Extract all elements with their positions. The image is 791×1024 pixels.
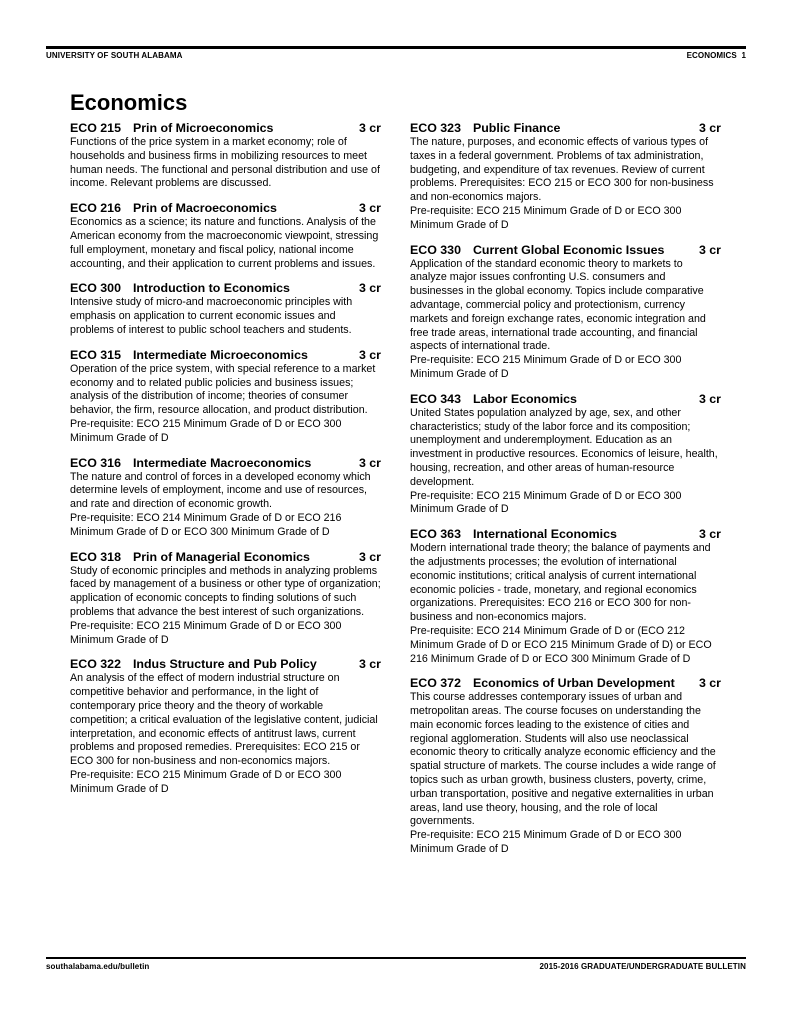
university-name: UNIVERSITY OF SOUTH ALABAMA <box>46 51 183 60</box>
course-credits: 3 cr <box>358 657 381 672</box>
right-column <box>410 121 721 867</box>
course-name: Prin of Macroeconomics <box>132 201 277 216</box>
header-rule <box>46 46 746 49</box>
course-description: Operation of the price system, with special reference to a market economy and to related public policies and business issues; analysis of the distribution of income; theories of consumer behavior, the firm, resource allocation, and product distribution. <box>70 362 376 417</box>
course-name: Public Finance <box>472 121 561 135</box>
course-prerequisite: Pre-requisite: ECO 215 Minimum Grade of D or ECO 300 Minimum Grade of D <box>410 829 682 856</box>
course-prerequisite: Pre-requisite: ECO 215 Minimum Grade of D or ECO 300 Minimum Grade of D <box>70 619 342 646</box>
course-title <box>410 676 675 690</box>
course-heading <box>70 281 381 295</box>
course-title <box>70 456 311 470</box>
course-code: ECO 216 <box>70 201 121 216</box>
left-column <box>70 121 381 806</box>
course-body <box>70 565 381 648</box>
footer-url: southalabama.edu/bulletin <box>46 962 150 971</box>
course-heading <box>410 392 721 406</box>
course-body <box>70 363 381 446</box>
course-entry <box>410 121 721 233</box>
course-body <box>410 542 721 666</box>
course-entry <box>410 676 721 857</box>
page-title: Economics <box>70 90 188 115</box>
course-heading <box>410 527 721 541</box>
course-name: Indus Structure and Pub Policy <box>132 657 317 672</box>
course-heading <box>70 121 381 135</box>
course-description: Study of economic principles and methods in analyzing problems faced by management of a business or other type of organization; application of economic concepts to finding solutions of such problems that advance the best interest of such organizations. <box>70 564 381 618</box>
course-code: ECO 363 <box>410 527 461 542</box>
course-body <box>70 216 381 271</box>
course-heading <box>410 676 721 690</box>
course-entry <box>410 392 721 517</box>
course-body <box>410 136 721 233</box>
course-prerequisite: Pre-requisite: ECO 215 Minimum Grade of D or ECO 300 Minimum Grade of D <box>70 417 342 444</box>
course-credits: 3 cr <box>358 549 381 564</box>
course-entry <box>70 456 381 540</box>
course-credits: 3 cr <box>698 391 721 406</box>
course-code: ECO 372 <box>410 676 461 691</box>
course-name: Current Global Economic Issues <box>472 242 665 257</box>
course-description: United States population analyzed by age, sex, and other characteristics; study of the labor force and its composition; unemployment and underemployment. Education as an investment in productive resources. Economics of leisure, health, housing, recreation, and other areas of human-resource development. <box>410 406 718 488</box>
course-prerequisite: Pre-requisite: ECO 215 Minimum Grade of D or ECO 300 Minimum Grade of D <box>410 489 682 516</box>
course-prerequisite: Pre-requisite: ECO 215 Minimum Grade of D or ECO 300 Minimum Grade of D <box>70 768 342 795</box>
course-description: Intensive study of micro-and macroeconomic principles with emphasis on application to current economic issues and problems of interest to public school teachers and students. <box>70 296 353 336</box>
page-footer <box>46 962 746 971</box>
course-heading <box>70 657 381 671</box>
course-title <box>70 201 277 215</box>
course-title <box>70 348 308 362</box>
course-entry <box>70 657 381 796</box>
course-description: Functions of the price system in a market economy; role of households and business firms in mobilizing resources to meet human needs. The functional and personal distribution and use of income. Relevant problems are discussed. <box>70 136 380 190</box>
course-credits: 3 cr <box>358 201 381 216</box>
course-name: International Economics <box>472 527 617 542</box>
course-prerequisite: Pre-requisite: ECO 214 Minimum Grade of D or ECO 216 Minimum Grade of D or ECO 300 Minimum Grade of D <box>70 511 342 538</box>
footer-rule <box>46 957 746 959</box>
course-credits: 3 cr <box>698 121 721 135</box>
course-heading <box>70 348 381 362</box>
course-entry <box>70 201 381 271</box>
course-name: Economics of Urban Development <box>472 676 675 691</box>
course-title <box>410 527 617 541</box>
course-name: Intermediate Macroeconomics <box>132 455 312 470</box>
footer-bulletin: 2015-2016 GRADUATE/UNDERGRADUATE BULLETIN <box>539 962 746 971</box>
course-entry <box>410 527 721 666</box>
course-body <box>70 672 381 796</box>
course-code: ECO 323 <box>410 121 461 135</box>
course-body <box>410 407 721 517</box>
course-entry <box>410 243 721 382</box>
course-body <box>410 258 721 382</box>
course-entry <box>70 550 381 648</box>
course-code: ECO 316 <box>70 455 121 470</box>
course-prerequisite: Pre-requisite: ECO 215 Minimum Grade of D or ECO 300 Minimum Grade of D <box>410 354 682 380</box>
course-heading <box>70 550 381 564</box>
page-label: ECONOMICS 1 <box>686 51 746 60</box>
course-title <box>70 657 317 671</box>
course-credits: 3 cr <box>698 527 721 542</box>
course-title <box>410 392 577 406</box>
course-credits: 3 cr <box>358 347 381 362</box>
course-name: Introduction to Economics <box>132 281 290 296</box>
course-credits: 3 cr <box>358 121 381 135</box>
course-title <box>70 121 273 135</box>
course-credits: 3 cr <box>698 676 721 691</box>
course-description: The nature, purposes, and economic effects of various types of taxes in a federal government. Problems of tax administration, budgeting, and expenditure of tax revenues. Review of current problems. Prerequisites: ECO 215 or ECO 300 for non-business and non-economics majors. <box>410 136 714 204</box>
course-body <box>70 296 381 337</box>
course-body <box>410 691 721 857</box>
course-name: Intermediate Microeconomics <box>132 347 308 362</box>
course-heading <box>410 121 721 135</box>
page-header <box>46 51 746 60</box>
course-credits: 3 cr <box>698 242 721 257</box>
course-heading <box>410 243 721 257</box>
course-entry <box>70 348 381 446</box>
course-description: Application of the standard economic theory to markets to analyze major issues confronting U.S. consumers and businesses in the global economy. Topics include comparative advantage, commercial policy and protectionism, currency markets and foreign exchange rates, economic integration and free trade areas, international trade accounting, and financial aspects of international trade. <box>410 257 706 353</box>
course-description: This course addresses contemporary issues of urban and metropolitan areas. The course focuses on understanding the main economic forces leading to the existence of cities and regional agglomeration. Students will also use neoclassical economic theory to critically analyze economic efficiency and the spatial structure of markets. The course includes a wide range of topics such as urban growth, business clusters, poverty, crime, urban transportation, positive and negative externalities in urban areas, land use theory, housing, and the role of local governments. <box>410 691 716 828</box>
course-credits: 3 cr <box>358 281 381 296</box>
course-entry <box>70 121 381 191</box>
course-prerequisite: Pre-requisite: ECO 215 Minimum Grade of D or ECO 300 Minimum Grade of D <box>410 204 682 231</box>
course-description: An analysis of the effect of modern industrial structure on competitive behavior and performance, in the light of contemporary price theory and the theory of workable competition; a critical evaluation of the legislative content, judicial interpretation, and economic effects of antitrust laws, current problems and proposed remedies. Prerequisites: ECO 215 or ECO 300 for non-business and non-economics majors. <box>70 672 378 768</box>
course-code: ECO 322 <box>70 657 121 672</box>
course-body <box>70 136 381 191</box>
course-credits: 3 cr <box>358 455 381 470</box>
course-title <box>70 281 290 295</box>
course-code: ECO 318 <box>70 549 121 564</box>
course-name: Labor Economics <box>472 391 577 406</box>
course-body <box>70 471 381 540</box>
course-title <box>410 121 560 135</box>
course-heading <box>70 201 381 215</box>
course-name: Prin of Managerial Economics <box>132 549 310 564</box>
course-prerequisite: Pre-requisite: ECO 214 Minimum Grade of D or (ECO 212 Minimum Grade of D or ECO 215 Minimum Grade of D) or ECO 216 Minimum Grade of D or ECO 300 Minimum Grade of D <box>410 624 712 665</box>
course-description: Economics as a science; its nature and functions. Analysis of the American economy from the macroeconomic viewpoint, stressing full employment, monetary and fiscal policy, national income accounting, and their application to current problems and issues. <box>70 216 379 270</box>
course-description: Modern international trade theory; the balance of payments and the adjustments processes; the evolution of international economic institutions; critical analysis of current international economic policies - trade, monetary, and regional economics organizations. Prerequisites: ECO 216 or ECO 300 for non-business and non-economics majors. <box>410 542 711 624</box>
course-code: ECO 343 <box>410 391 461 406</box>
course-title <box>70 550 310 564</box>
course-title <box>410 243 664 257</box>
course-description: The nature and control of forces in a developed economy which determine levels of employment, income and use of resources, and rate and direction of economic growth. <box>70 470 371 511</box>
course-entry <box>70 281 381 337</box>
course-code: ECO 300 <box>70 281 121 296</box>
course-code: ECO 215 <box>70 121 121 135</box>
course-code: ECO 315 <box>70 347 121 362</box>
course-name: Prin of Microeconomics <box>132 121 274 135</box>
course-heading <box>70 456 381 470</box>
course-code: ECO 330 <box>410 242 461 257</box>
